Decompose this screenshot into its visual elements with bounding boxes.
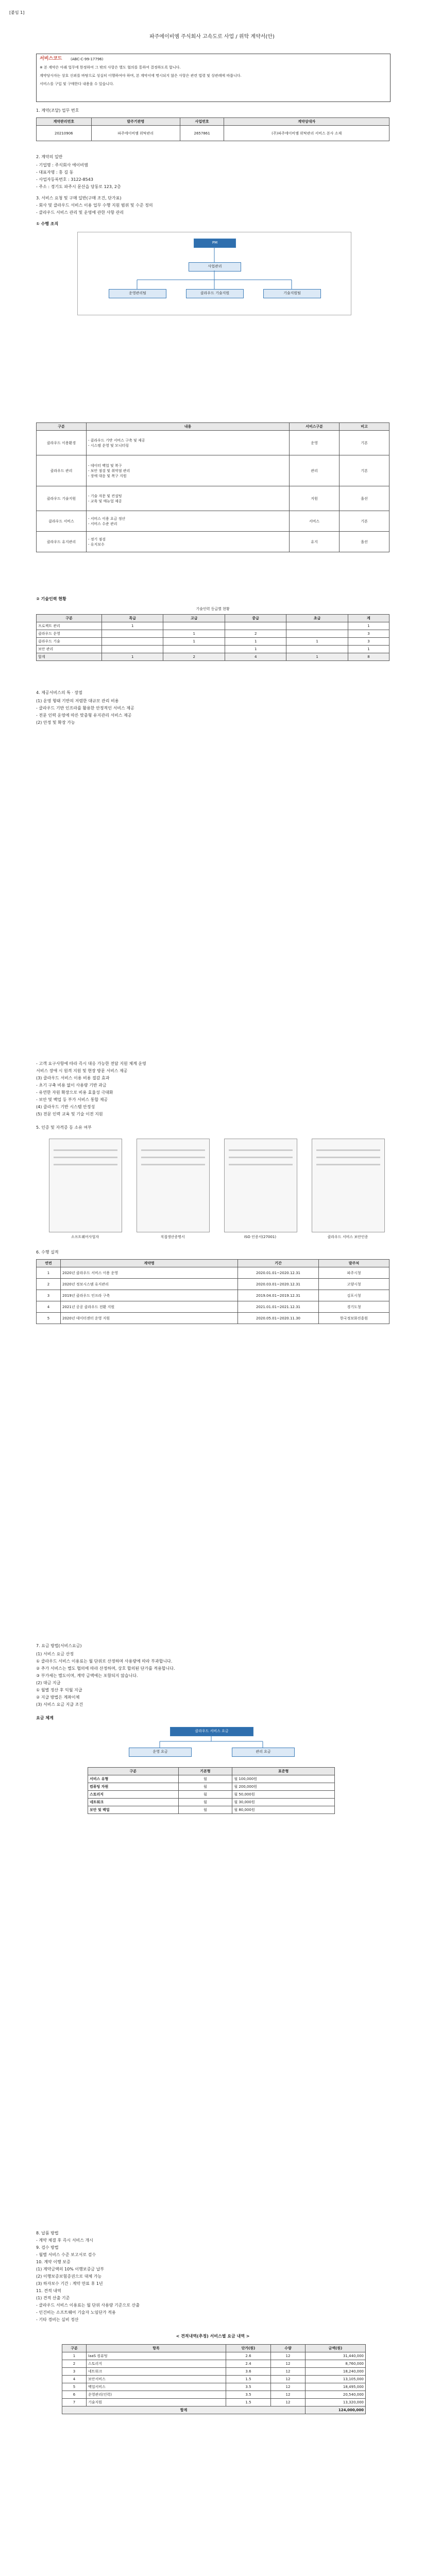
sec7-item: (3) 클라우드 서비스 이용 비용 절감 효과 bbox=[36, 1076, 110, 1080]
cost-cell: 운영관리(인력) bbox=[87, 2391, 226, 2399]
sec9-item: 9. 검수 방법 bbox=[36, 2245, 59, 2250]
staff-cell: 합계 bbox=[37, 653, 102, 661]
org-chart bbox=[77, 232, 351, 315]
sec9-item: (1) 견적 산출 기준 bbox=[36, 2296, 70, 2300]
cost-header: 단가(원) bbox=[226, 2345, 271, 2352]
pricing-tree-root: 클라우드 서비스 요금 bbox=[170, 1727, 253, 1736]
performance-table bbox=[36, 1259, 389, 1324]
cost-cell: 12 bbox=[271, 2399, 306, 2406]
sec3-item: - 클라우드 서비스 관리 및 운영에 관한 사항 관리 bbox=[36, 210, 124, 215]
sec7-item: (4) 클라우드 기반 시스템 안정성 bbox=[36, 1105, 95, 1109]
pricing-title: 요금 체계 bbox=[36, 1716, 54, 1720]
cost-cell: 13,105,000 bbox=[306, 2376, 366, 2383]
cost-cell: 12 bbox=[271, 2352, 306, 2360]
staff-cell bbox=[286, 630, 348, 638]
scope-cell: 유지 bbox=[290, 532, 340, 552]
perf-cell: 2020년 데이터센터 운영 지원 bbox=[61, 1313, 238, 1324]
cost-header: 구분 bbox=[62, 2345, 87, 2352]
perf-cell: 5 bbox=[37, 1313, 61, 1324]
cert-image bbox=[224, 1139, 297, 1232]
sec8-item: ② 추가 서비스는 별도 협의에 따라 산정하며, 상호 합의된 단가를 적용합니다. bbox=[36, 1666, 175, 1671]
staff-header: 계 bbox=[348, 615, 389, 622]
cert-title: 5. 인증 및 자격증 등 소유 여부 bbox=[36, 1125, 92, 1130]
service-scope-table bbox=[36, 422, 389, 552]
page-4 bbox=[0, 1638, 424, 2050]
cost-cell: 2.6 bbox=[226, 2352, 271, 2360]
document-title: 파주에이비엠 주식회사 고속도로 사업 / 위탁 계약서(안) bbox=[149, 34, 275, 40]
cost-cell: 12 bbox=[271, 2391, 306, 2399]
staff-header: 고급 bbox=[163, 615, 225, 622]
scope-cell: 기본 bbox=[340, 511, 389, 532]
perf-cell: 고양시청 bbox=[319, 1279, 389, 1290]
cert-image bbox=[312, 1139, 385, 1232]
sec3-item: - 회사 및 클라우드 서비스 이용 업무 수행 지원 범위 및 수준 정의 bbox=[36, 203, 153, 208]
staff-cell: 8 bbox=[348, 653, 389, 661]
pricing-tree-connectors bbox=[0, 1735, 424, 1766]
scope-cell: 관리 bbox=[290, 455, 340, 486]
pricing-header: 구분 bbox=[88, 1768, 179, 1775]
scope-cell: 클라우드 관리 bbox=[37, 455, 87, 486]
scope-cell: 운영 bbox=[290, 431, 340, 455]
perf-title: 6. 수행 실적 bbox=[36, 1250, 59, 1255]
perf-cell: 2020년 클라우드 서비스 이용 운영 bbox=[61, 1267, 238, 1279]
cert-image bbox=[49, 1139, 122, 1232]
service-line-2: 계약당사자는 상호 신뢰를 바탕으로 성실히 이행하여야 하며, 본 계약서에 명시되지 않은 사항은 관련 법령 및 상관례에 따릅니다. bbox=[40, 74, 242, 78]
sec7-item: - 보안 및 백업 등 부가 서비스 통합 제공 bbox=[36, 1097, 108, 1102]
cost-total-label: 합계 bbox=[62, 2406, 306, 2414]
staff-cell bbox=[163, 622, 225, 630]
sec2-item: - 기업명 : 주식회사 에이비엠 bbox=[36, 163, 88, 167]
cost-cell: 3.5 bbox=[226, 2383, 271, 2391]
cost-cell: 8,760,000 bbox=[306, 2360, 366, 2368]
scope-cell: 클라우드 기술지원 bbox=[37, 486, 87, 511]
cost-cell: 기술지원 bbox=[87, 2399, 226, 2406]
staff-cell bbox=[225, 622, 286, 630]
sec6-item: - 전문 인력 운영에 따른 맞춤형 유지관리 서비스 제공 bbox=[36, 713, 132, 718]
perf-cell: 4 bbox=[37, 1301, 61, 1313]
cost-cell: 2 bbox=[62, 2360, 87, 2368]
perf-header: 연번 bbox=[37, 1260, 61, 1267]
service-line-3: 서비스를 구입 및 구매한다 내용을 수 있습니다. bbox=[40, 82, 114, 86]
sec6-item: (1) 운영 형태 기반의 저렴한 대규모 관리 비용 bbox=[36, 699, 119, 703]
sec9-item: (3) 하자보수 기간 : 계약 만료 후 1년 bbox=[36, 2281, 103, 2286]
cost-cell: 13,320,000 bbox=[306, 2399, 366, 2406]
contract-header: 사업번호 bbox=[180, 118, 224, 126]
page-5 bbox=[0, 2226, 424, 2576]
cert-caption: ISO 인증서(27001) bbox=[244, 1235, 277, 1239]
pricing-cell: 스토리지 bbox=[88, 1791, 179, 1799]
contract-cell: 파주에이비엠 위탁관리 bbox=[91, 126, 180, 141]
cost-cell: 12 bbox=[271, 2360, 306, 2368]
staff-cell: 1 bbox=[225, 646, 286, 653]
sec8-item: (3) 서비스 요금 지급 조건 bbox=[36, 1702, 83, 1707]
perf-cell: 2020.03.01~2020.12.31 bbox=[238, 1279, 319, 1290]
contract-header: 발주기관명 bbox=[91, 118, 180, 126]
sec8-item: ① 월별 정산 후 익월 지급 bbox=[36, 1688, 82, 1692]
pricing-table bbox=[88, 1767, 335, 1814]
staff-cell: 1 bbox=[286, 638, 348, 646]
staff-cell: 3 bbox=[348, 630, 389, 638]
scope-cell: 지원 bbox=[290, 486, 340, 511]
sec8-item: (1) 서비스 요금 산정 bbox=[36, 1652, 74, 1656]
scope-cell: 서비스 bbox=[290, 511, 340, 532]
staff-cell: 4 bbox=[225, 653, 286, 661]
sec7-item: - 유연한 자원 확장으로 비용 효율성 극대화 bbox=[36, 1090, 113, 1095]
cost-cell: 4 bbox=[62, 2376, 87, 2383]
cost-cell: 12 bbox=[271, 2383, 306, 2391]
sec6-title: 4. 제공서비스의 특 · 장점 bbox=[36, 690, 82, 695]
page-3 bbox=[0, 1056, 424, 1417]
cost-cell: 12 bbox=[271, 2376, 306, 2383]
perf-cell: 2 bbox=[37, 1279, 61, 1290]
scope-cell: - 정기 점검 - 유지보수 bbox=[87, 532, 290, 552]
sec6-item: - 클라우드 기반 인프라를 활용한 안정적인 서비스 제공 bbox=[36, 706, 134, 710]
staff-cell: 1 bbox=[102, 653, 163, 661]
perf-header: 기간 bbox=[238, 1260, 319, 1267]
pricing-cell: 네트워크 bbox=[88, 1799, 179, 1806]
perf-cell: 김포시청 bbox=[319, 1290, 389, 1301]
pricing-cell: 월 30,000원 bbox=[232, 1799, 335, 1806]
sec7-item: (5) 전문 인력 교육 및 기술 이전 지원 bbox=[36, 1112, 103, 1116]
cost-cell: 5 bbox=[62, 2383, 87, 2391]
sec1-title: 1. 계약(조달) 업무 번호 bbox=[36, 108, 79, 113]
pricing-cell: 월 200,000원 bbox=[232, 1783, 335, 1791]
sec6-item: (2) 안정 및 확장 가능 bbox=[36, 720, 75, 725]
cost-cell: 7 bbox=[62, 2399, 87, 2406]
scope-cell: 기본 bbox=[340, 431, 389, 455]
staff-header: 특급 bbox=[102, 615, 163, 622]
sec9-item: - 인건비는 소프트웨어 기술자 노임단가 적용 bbox=[36, 2310, 116, 2315]
sec3-title: 3. 서비스 요청 및 구매 일반(구매 조건, 단가표) bbox=[36, 196, 122, 200]
org-leaf: 클라우드 기술지원 bbox=[186, 289, 244, 298]
perf-cell: 1 bbox=[37, 1267, 61, 1279]
staff-cell: 2 bbox=[163, 653, 225, 661]
contract-header: 계약관리번호 bbox=[37, 118, 92, 126]
sec8-item: ③ 부가세는 별도이며, 계약 금액에는 포함되지 않습니다. bbox=[36, 1673, 138, 1678]
contract-header: 계약상대자 bbox=[224, 118, 389, 126]
perf-cell: 2021년 공공 클라우드 전환 지원 bbox=[61, 1301, 238, 1313]
cost-cell: 3.5 bbox=[226, 2391, 271, 2399]
perf-cell: 2021.01.01~2021.12.31 bbox=[238, 1301, 319, 1313]
perf-cell: 2020년 정보시스템 유지관리 bbox=[61, 1279, 238, 1290]
staff-cell bbox=[102, 630, 163, 638]
scope-cell: 옵션 bbox=[340, 532, 389, 552]
contract-cell: 20210906 bbox=[37, 126, 92, 141]
sec9-item: 10. 계약 이행 보증 bbox=[36, 2260, 71, 2264]
sec2-item: - 주소 : 경기도 파주시 문산읍 당동로 123, 2층 bbox=[36, 184, 121, 189]
cost-cell: 3.6 bbox=[226, 2368, 271, 2376]
sec8-item: ① 클라우드 서비스 이용료는 월 단위로 산정하며 사용량에 따라 부과합니다. bbox=[36, 1659, 173, 1664]
pricing-cell: 월 50,000원 bbox=[232, 1791, 335, 1799]
scope-header: 서비스구분 bbox=[290, 423, 340, 431]
cost-title: < 견적내역(추정) 서비스별 요금 내역 > bbox=[176, 2334, 250, 2338]
cost-cell: 18,495,000 bbox=[306, 2383, 366, 2391]
perf-cell: 3 bbox=[37, 1290, 61, 1301]
cost-cell: 20,540,000 bbox=[306, 2391, 366, 2399]
org-top: PM bbox=[194, 239, 236, 248]
pricing-cell: 월 bbox=[178, 1799, 232, 1806]
pricing-cell: 월 bbox=[178, 1791, 232, 1799]
staff-cell: 3 bbox=[348, 638, 389, 646]
cost-header: 수량 bbox=[271, 2345, 306, 2352]
staff-header: 구분 bbox=[37, 615, 102, 622]
staff-cell: 클라우드 운영 bbox=[37, 630, 102, 638]
sec9-item: 11. 견적 내역 bbox=[36, 2289, 61, 2293]
scope-header: 내용 bbox=[87, 423, 290, 431]
cost-cell: 2.4 bbox=[226, 2360, 271, 2368]
cost-table bbox=[62, 2344, 366, 2414]
cert-image bbox=[137, 1139, 210, 1232]
staff-header: 중급 bbox=[225, 615, 286, 622]
staff-header: 초급 bbox=[286, 615, 348, 622]
perf-cell: 한국정보화진흥원 bbox=[319, 1313, 389, 1324]
sec9-item: 8. 납품 방법 bbox=[36, 2231, 59, 2235]
sec7-item: 서비스 장애 시 원격 지원 및 현장 방문 서비스 제공 bbox=[36, 1069, 128, 1073]
scope-header: 비고 bbox=[340, 423, 389, 431]
pricing-cell: 월 100,000원 bbox=[232, 1775, 335, 1783]
pricing-cell: 월 bbox=[178, 1783, 232, 1791]
staff-table bbox=[36, 614, 389, 661]
staff-cell: 1 bbox=[163, 630, 225, 638]
staff-cell bbox=[102, 638, 163, 646]
perf-cell: 2020.05.01~2020.11.30 bbox=[238, 1313, 319, 1324]
scope-cell: - 데이터 백업 및 복구 - 보안 점검 및 취약점 관리 - 장애 대응 및 복구 지원 bbox=[87, 455, 290, 486]
cost-cell: 18,240,000 bbox=[306, 2368, 366, 2376]
org-connectors bbox=[78, 232, 351, 315]
page-2 bbox=[0, 592, 424, 840]
cost-cell: 31,440,000 bbox=[306, 2352, 366, 2360]
pricing-cell: 컴퓨팅 자원 bbox=[88, 1783, 179, 1791]
sec9-item: - 클라우드 서비스 이용료는 월 단위 사용량 기준으로 산출 bbox=[36, 2303, 140, 2308]
pricing-cell: 월 80,000원 bbox=[232, 1806, 335, 1814]
pricing-cell: 서비스 유형 bbox=[88, 1775, 179, 1783]
sec9-item: - 기타 경비는 실비 정산 bbox=[36, 2317, 79, 2322]
pricing-cell: 월 bbox=[178, 1806, 232, 1814]
page-label: [붙임 1] bbox=[9, 10, 25, 15]
service-tag: 서비스코드 bbox=[40, 56, 62, 61]
cost-cell: 백업서비스 bbox=[87, 2383, 226, 2391]
pricing-cell: 월 bbox=[178, 1775, 232, 1783]
cost-cell: 보안서비스 bbox=[87, 2376, 226, 2383]
sec9-item: (1) 계약금액의 10% 이행보증금 납부 bbox=[36, 2267, 105, 2272]
sec2-title: 2. 계약의 일반 bbox=[36, 155, 63, 159]
perf-cell: 2019년 클라우드 인프라 구축 bbox=[61, 1290, 238, 1301]
cost-cell: 1 bbox=[62, 2352, 87, 2360]
cert-caption: 직접생산증명서 bbox=[160, 1235, 185, 1239]
perf-cell: 파주시청 bbox=[319, 1267, 389, 1279]
cert-caption: 클라우드 서비스 보안인증 bbox=[327, 1235, 368, 1239]
sec7-item: - 고객 요구사항에 따라 즉시 대응 가능한 전담 지원 체계 운영 bbox=[36, 1061, 146, 1066]
sec5-title: ② 기술인력 현황 bbox=[36, 597, 66, 601]
cost-total-value: 124,000,000 bbox=[306, 2406, 366, 2414]
pricing-header: 기본형 bbox=[178, 1768, 232, 1775]
cost-header: 금액(원) bbox=[306, 2345, 366, 2352]
scope-cell: - 서비스 이용 요금 정산 - 서비스 수준 관리 bbox=[87, 511, 290, 532]
staff-cell: 보안 관리 bbox=[37, 646, 102, 653]
sec8-title: 7. 요금 방법(서비스요금) bbox=[36, 1643, 82, 1648]
pricing-tree-child: 운영 요금 bbox=[129, 1748, 192, 1757]
sec9-item: - 계약 체결 후 즉시 서비스 개시 bbox=[36, 2238, 93, 2243]
cost-cell: IaaS 컴퓨팅 bbox=[87, 2352, 226, 2360]
scope-cell: 클라우드 서비스 bbox=[37, 511, 87, 532]
pricing-header: 표준형 bbox=[232, 1768, 335, 1775]
scope-cell: 옵션 bbox=[340, 486, 389, 511]
contract-cell: (주)파주에이비엠 위탁관리 서비스 본사 소재 bbox=[224, 126, 389, 141]
cost-cell: 6 bbox=[62, 2391, 87, 2399]
staff-cell bbox=[286, 622, 348, 630]
scope-header: 구분 bbox=[37, 423, 87, 431]
perf-cell: 2019.04.01~2019.12.31 bbox=[238, 1290, 319, 1301]
org-mid: 사업관리 bbox=[189, 262, 241, 272]
cost-cell: 3 bbox=[62, 2368, 87, 2376]
staff-cell: 1 bbox=[286, 653, 348, 661]
scope-cell: 클라우드 이용환경 bbox=[37, 431, 87, 455]
cost-cell: 스토리지 bbox=[87, 2360, 226, 2368]
scope-cell: - 클라우드 기반 서비스 구축 및 제공 - 시스템 운영 및 모니터링 bbox=[87, 431, 290, 455]
sec9-item: - 월별 서비스 수준 보고서로 검수 bbox=[36, 2252, 96, 2257]
sec7-item: - 초기 구축 비용 없이 사용량 기반 과금 bbox=[36, 1083, 107, 1088]
scope-cell: - 기술 자문 및 컨설팅 - 교육 및 매뉴얼 제공 bbox=[87, 486, 290, 511]
cost-cell: 1.5 bbox=[226, 2376, 271, 2383]
perf-cell: 2020.01.01~2020.12.31 bbox=[238, 1267, 319, 1279]
page-1 bbox=[0, 0, 424, 592]
org-title: ① 수행 조직 bbox=[36, 222, 59, 226]
cost-cell: 12 bbox=[271, 2368, 306, 2376]
service-box bbox=[36, 54, 391, 102]
staff-cell: 프로젝트 관리 bbox=[37, 622, 102, 630]
service-code: (ABC-C-99-17796) bbox=[71, 57, 104, 61]
contract-table bbox=[36, 117, 389, 141]
staff-cell: 1 bbox=[225, 638, 286, 646]
staff-cell bbox=[163, 646, 225, 653]
sec5-subtitle: 기술인력 등급별 현황 bbox=[196, 607, 230, 611]
cost-cell: 1.5 bbox=[226, 2399, 271, 2406]
cost-cell: 네트워크 bbox=[87, 2368, 226, 2376]
sec9-item: (2) 이행보증보험증권으로 대체 가능 bbox=[36, 2274, 102, 2279]
perf-cell: 경기도청 bbox=[319, 1301, 389, 1313]
staff-cell: 1 bbox=[163, 638, 225, 646]
sec8-item: ② 지급 방법은 계좌이체 bbox=[36, 1695, 80, 1700]
org-leaf: 기술지원팀 bbox=[263, 289, 321, 298]
cost-header: 항목 bbox=[87, 2345, 226, 2352]
contract-cell: 2657861 bbox=[180, 126, 224, 141]
sec2-item: - 대표자명 : 홍 길 동 bbox=[36, 170, 74, 175]
staff-cell: 2 bbox=[225, 630, 286, 638]
service-line-1: ※ 본 계약은 아래 업무에 한정하여 그 밖의 사항은 별도 협의를 통하여 결정하도록 합니다. bbox=[40, 65, 181, 70]
scope-cell: 기본 bbox=[340, 455, 389, 486]
pricing-cell: 보안 및 백업 bbox=[88, 1806, 179, 1814]
cert-caption: 소프트웨어사업자 bbox=[71, 1235, 99, 1239]
perf-header: 계약명 bbox=[61, 1260, 238, 1267]
staff-cell: 1 bbox=[348, 646, 389, 653]
pricing-tree-child: 관리 요금 bbox=[232, 1748, 295, 1757]
staff-cell bbox=[286, 646, 348, 653]
sec2-item: - 사업자등록번호 : 3122-8543 bbox=[36, 177, 93, 182]
staff-cell: 클라우드 기술 bbox=[37, 638, 102, 646]
org-leaf: 운영관리팀 bbox=[109, 289, 166, 298]
perf-header: 발주처 bbox=[319, 1260, 389, 1267]
sec8-item: (2) 대금 지급 bbox=[36, 1681, 61, 1685]
staff-cell: 1 bbox=[102, 622, 163, 630]
staff-cell bbox=[102, 646, 163, 653]
scope-cell: 클라우드 유지관리 bbox=[37, 532, 87, 552]
staff-cell: 1 bbox=[348, 622, 389, 630]
